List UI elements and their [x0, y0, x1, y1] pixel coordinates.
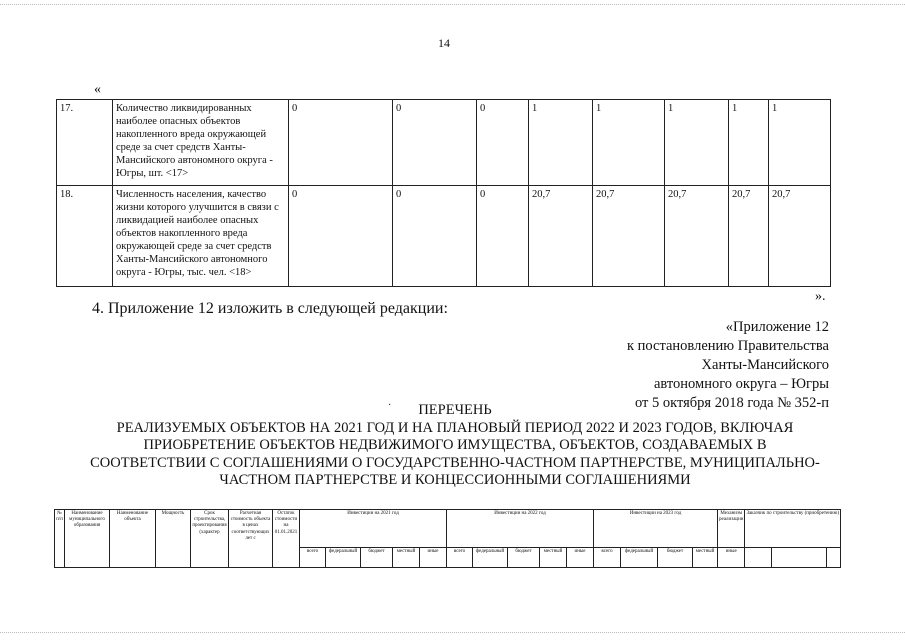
col-header-object: Наименование объекта	[110, 510, 156, 568]
scan-bottom-edge	[0, 632, 905, 634]
sub-header: местный	[540, 548, 567, 568]
empty-cell	[745, 548, 772, 568]
row-value: 1	[665, 100, 729, 186]
title-line: СООТВЕТСТВИИ С СОГЛАШЕНИЯМИ О ГОСУДАРСТВЕННО-ЧАСТНОМ ПАРТНЕРСТВЕ, МУНИЦИПАЛЬНО-	[90, 454, 820, 471]
col-header-customer: Заказчик по строительству (приобретению)	[745, 510, 841, 548]
col-header-mechanism: Механизм реализации	[718, 510, 745, 548]
row-value: 0	[477, 186, 529, 287]
sub-header: федеральный	[621, 548, 658, 568]
col-header-municipality: Наименование муниципального образования	[65, 510, 110, 568]
sub-header: всего	[594, 548, 621, 568]
indicators-table	[56, 99, 831, 287]
row-number: 17.	[57, 100, 113, 186]
sub-header: всего	[447, 548, 473, 568]
annex-line: Ханты-Мансийского	[701, 357, 829, 373]
row-number: 18.	[57, 186, 113, 287]
annex-line: автономного округа – Югры	[653, 376, 829, 392]
sub-header: местный	[693, 548, 718, 568]
sub-header: всего	[300, 548, 326, 568]
title-line: ЧАСТНОМ ПАРТНЕРСТВЕ И КОНЦЕССИОННЫМИ СОГЛАШЕНИЯМИ	[219, 472, 691, 488]
sub-header: местный	[393, 548, 420, 568]
col-header-investments-2021: Инвестиции на 2021 год	[300, 510, 447, 548]
col-header-investments-2023: Инвестиции на 2023 год	[594, 510, 718, 548]
scan-top-edge	[0, 0, 905, 5]
row-value: 20,7	[729, 186, 769, 287]
empty-cell	[772, 548, 827, 568]
amendment-paragraph: 4. Приложение 12 изложить в следующей редакции:	[92, 300, 448, 317]
sub-header: иные	[718, 548, 745, 568]
objects-table-header	[54, 509, 841, 568]
annex-line: от 5 октября 2018 года № 352-п	[634, 395, 829, 411]
row-description: Количество ликвидированных наиболее опасных объектов накопленного вреда окружающей среде за счет средств Ханты-Мансийского автономного округа - Югры, шт. <17>	[113, 100, 289, 186]
col-header-capacity: Мощность	[156, 510, 191, 568]
title-line: ПРИОБРЕТЕНИЕ ОБЪЕКТОВ НЕДВИЖИМОГО ИМУЩЕСТВА, ОБЪЕКТОВ, СОЗДАВАЕМЫХ В	[143, 437, 767, 453]
sub-header: федеральный	[326, 548, 361, 568]
row-value: 1	[529, 100, 593, 186]
row-value: 20,7	[593, 186, 665, 287]
col-header-term: Срок строительства, проектирования (характер	[191, 510, 229, 568]
row-value: 0	[477, 100, 529, 186]
row-value: 20,7	[665, 186, 729, 287]
sub-header: иные	[567, 548, 594, 568]
title-line: ПЕРЕЧЕНЬ	[418, 402, 492, 418]
table-row	[57, 100, 831, 186]
row-value: 1	[593, 100, 665, 186]
annex-line: «Приложение 12	[725, 319, 829, 335]
page-number: 14	[438, 36, 450, 50]
row-value: 20,7	[769, 186, 831, 287]
annex-line: к постановлению Правительства	[627, 338, 829, 354]
col-header-cost: Расчетная стоимость объекта в ценах соответствующих лет с	[229, 510, 273, 568]
row-value: 0	[289, 100, 393, 186]
sub-header: бюджет	[508, 548, 540, 568]
title-line: РЕАЛИЗУЕМЫХ ОБЪЕКТОВ НА 2021 ГОД И НА ПЛАНОВЫЙ ПЕРИОД 2022 И 2023 ГОДОВ, ВКЛЮЧАЯ	[116, 419, 794, 436]
table-row	[57, 186, 831, 287]
sub-header: иные	[420, 548, 447, 568]
sub-header: федеральный	[473, 548, 508, 568]
col-header-investments-2022: Инвестиции на 2022 год	[447, 510, 594, 548]
row-value: 20,7	[529, 186, 593, 287]
document-title	[40, 402, 870, 490]
row-value: 0	[393, 186, 477, 287]
empty-cell	[827, 548, 841, 568]
title-mark: ·	[388, 400, 392, 411]
col-header-remainder: Остаток стоимости на 01.01.2021	[273, 510, 300, 568]
annex-header	[529, 318, 829, 413]
opening-quote: «	[94, 82, 101, 97]
row-value: 1	[769, 100, 831, 186]
row-value: 0	[289, 186, 393, 287]
col-header-number: № п/п	[55, 510, 65, 568]
header-row	[55, 510, 841, 548]
row-value: 1	[729, 100, 769, 186]
sub-header: бюджет	[658, 548, 693, 568]
closing-quote: ».	[815, 289, 826, 304]
row-description: Численность населения, качество жизни которого улучшится в связи с ликвидацией наиболее опасных объектов накопленного вреда окружающей среде за счет средств Ханты-Мансийского автономного округа - Югры, тыс. чел. <18>	[113, 186, 289, 287]
row-value: 0	[393, 100, 477, 186]
sub-header: бюджет	[361, 548, 393, 568]
